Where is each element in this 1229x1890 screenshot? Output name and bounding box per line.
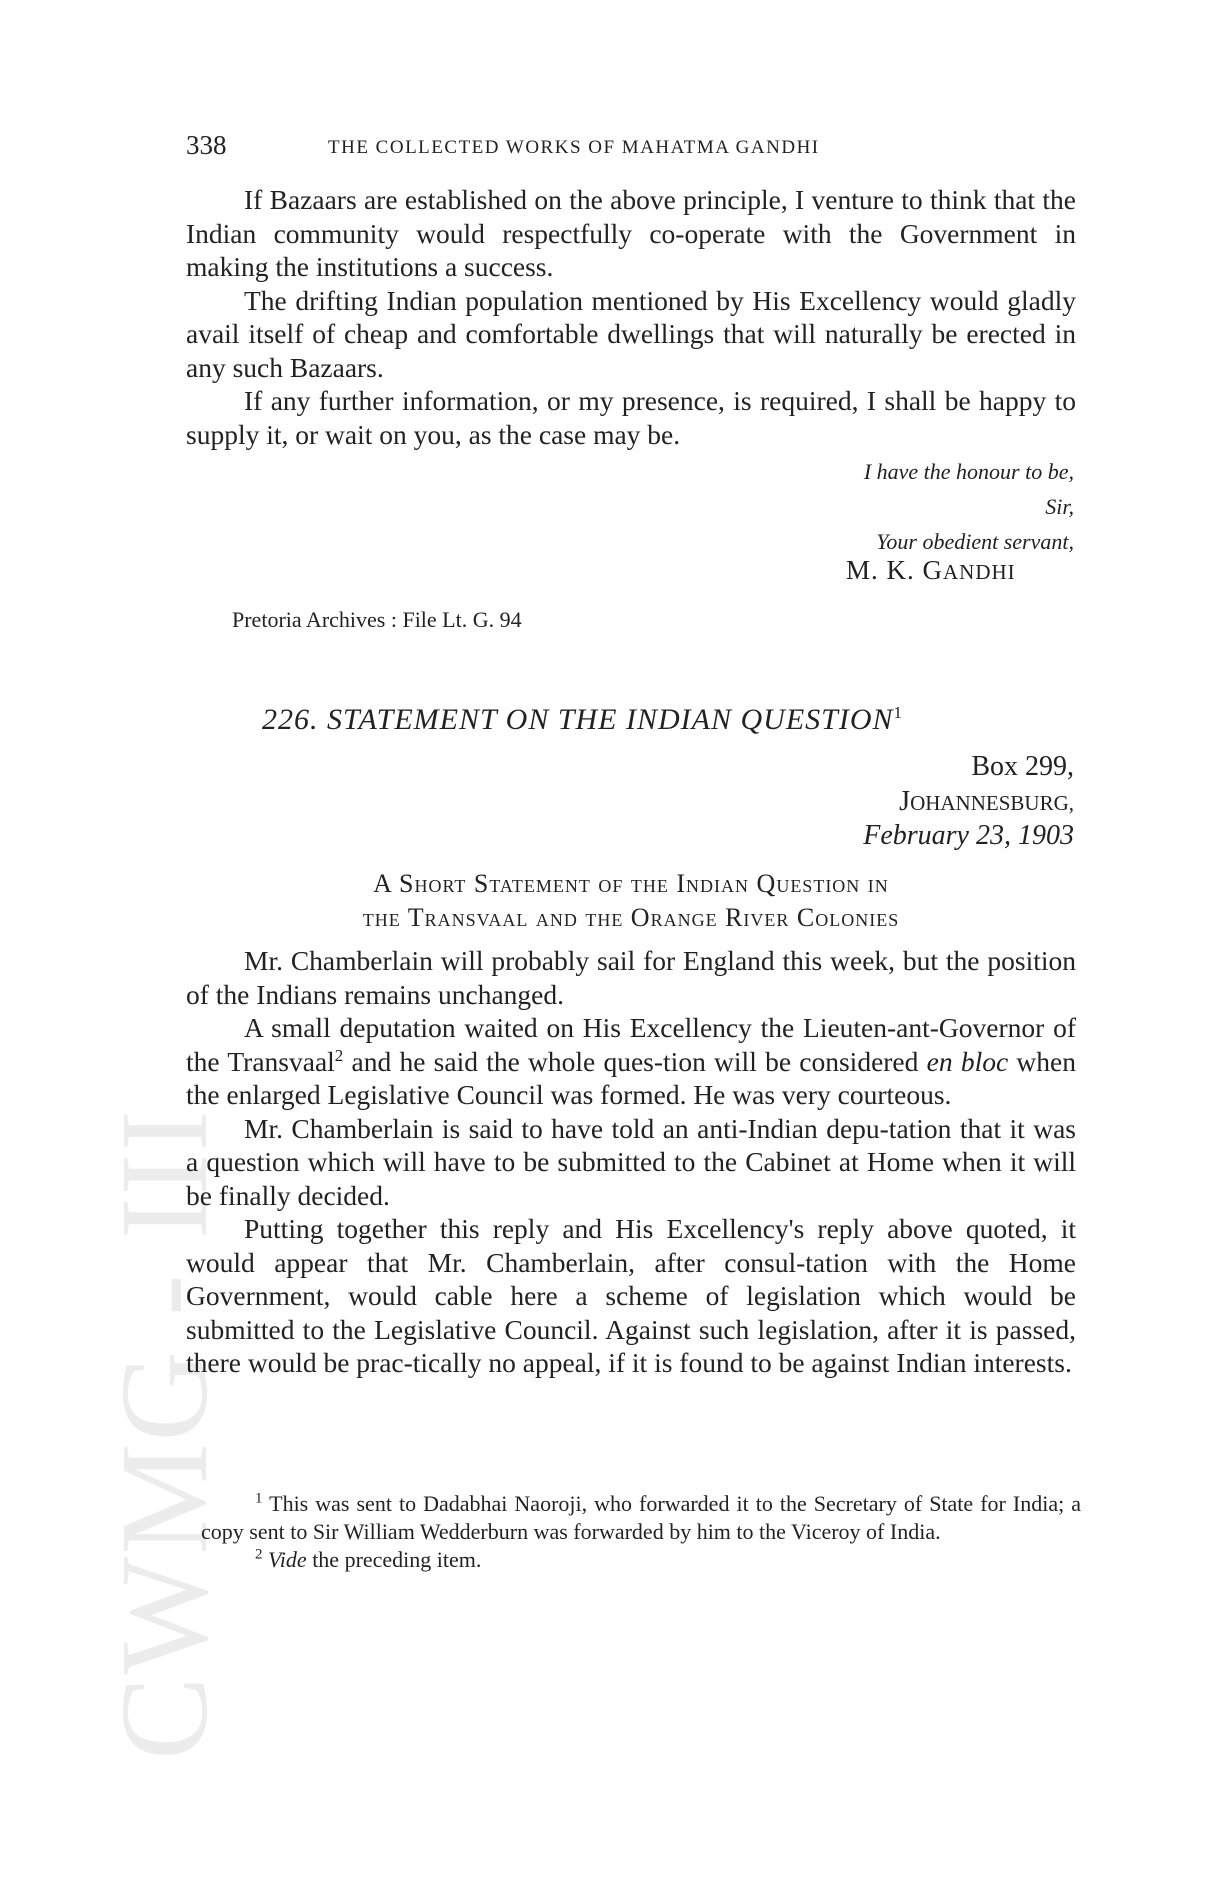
italic-phrase: en bloc [926,1045,1009,1077]
paragraph-text: when the enlarged Legislative Council was formed. He was very courteous. [186,1045,1076,1110]
source-citation: Pretoria Archives : File Lt. G. 94 [232,607,522,632]
footnote-ref: 1 [893,703,903,722]
address-line: Box 299, [971,751,1074,782]
footnotes [201,1490,1081,1574]
closing-line: Your obedient servant, [876,529,1074,554]
address-city [899,786,1074,818]
statement-paragraph: Mr. Chamberlain will probably sail for England this week, but the position of the Indians remains unchanged. [186,945,1076,1010]
section-title [262,703,903,737]
statement-paragraph: Mr. Chamberlain is said to have told an anti-Indian depu-tation that it was a question which will have to be submitted to the Cabinet at Home when it will be finally decided. [186,1112,1076,1211]
statement-body [186,944,1076,1380]
signature-initials: M. K. G [846,555,944,585]
letter-paragraph: If any further information, or my presence, is required, I shall be happy to supply it, or wait on you, as the case may be. [186,385,1076,450]
footnote-text: This was sent to Dadabhai Naoroji, who forwarded it to the Secretary of State for India; a copy sent to Sir William Wedderburn was forwarded by him to the Viceroy of India. [201,1491,1081,1544]
letter-body [186,183,1076,451]
address-city-initial: J [899,786,911,817]
paragraph-text: A small deputation waited on His Excellency the Lieuten-ant-Governor of the Transvaal [186,1012,1076,1077]
paragraph-text: and he said the whole ques-tion will be considered [343,1045,927,1077]
section-title-text: 226. STATEMENT ON THE INDIAN QUESTION [262,703,894,736]
subtitle-line: the Transvaal and the Orange River Colonies [362,903,900,932]
page-number: 338 [186,130,227,160]
statement-paragraph: Putting together this reply and His Excellency's reply above quoted, it would appear that Mr. Chamberlain, after consul-tation with the Home Government, would cable here a scheme of legislation which would be submitted to the Legislative Council. Against such legislation, after it is passed, there would be prac-tically no appeal, if it is found to be against Indian interests. [186,1213,1076,1378]
footnote-1 [201,1490,1081,1546]
letter-paragraph: If Bazaars are established on the above principle, I venture to think that the Indian community would respectfully co-operate with the Government in making the institutions a success. [186,184,1076,282]
footnote-marker: 2 [255,1546,263,1563]
closing-line: Sir, [1045,494,1074,519]
footnote-italic: Vide [268,1547,307,1572]
running-head: THE COLLECTED WORKS OF MAHATMA GANDHI [328,137,820,158]
page-header [186,130,1076,170]
footnote-ref: 2 [334,1045,344,1065]
statement-subtitle [186,867,1076,935]
statement-date: February 23, 1903 [863,820,1074,851]
signature-rest: ANDHI [943,560,1016,584]
footnote-2 [201,1546,1081,1574]
letter-paragraph: The drifting Indian population mentioned by His Excellency would gladly avail itself of cheap and comfortable dwellings that will naturally be erected in any such Bazaars. [186,284,1076,383]
footnote-marker: 1 [255,1490,263,1507]
statement-paragraph [186,1011,1076,1112]
subtitle-line: A Short Statement of the Indian Question in [373,869,889,898]
watermark-text: CWMG - III [96,1108,234,1760]
closing-salutation [864,459,1074,555]
signature [846,555,1016,586]
closing-line: I have the honour to be, [863,459,1074,484]
footnote-text: the preceding item. [306,1547,482,1572]
address-city-rest: OHANNESBURG, [910,791,1074,815]
